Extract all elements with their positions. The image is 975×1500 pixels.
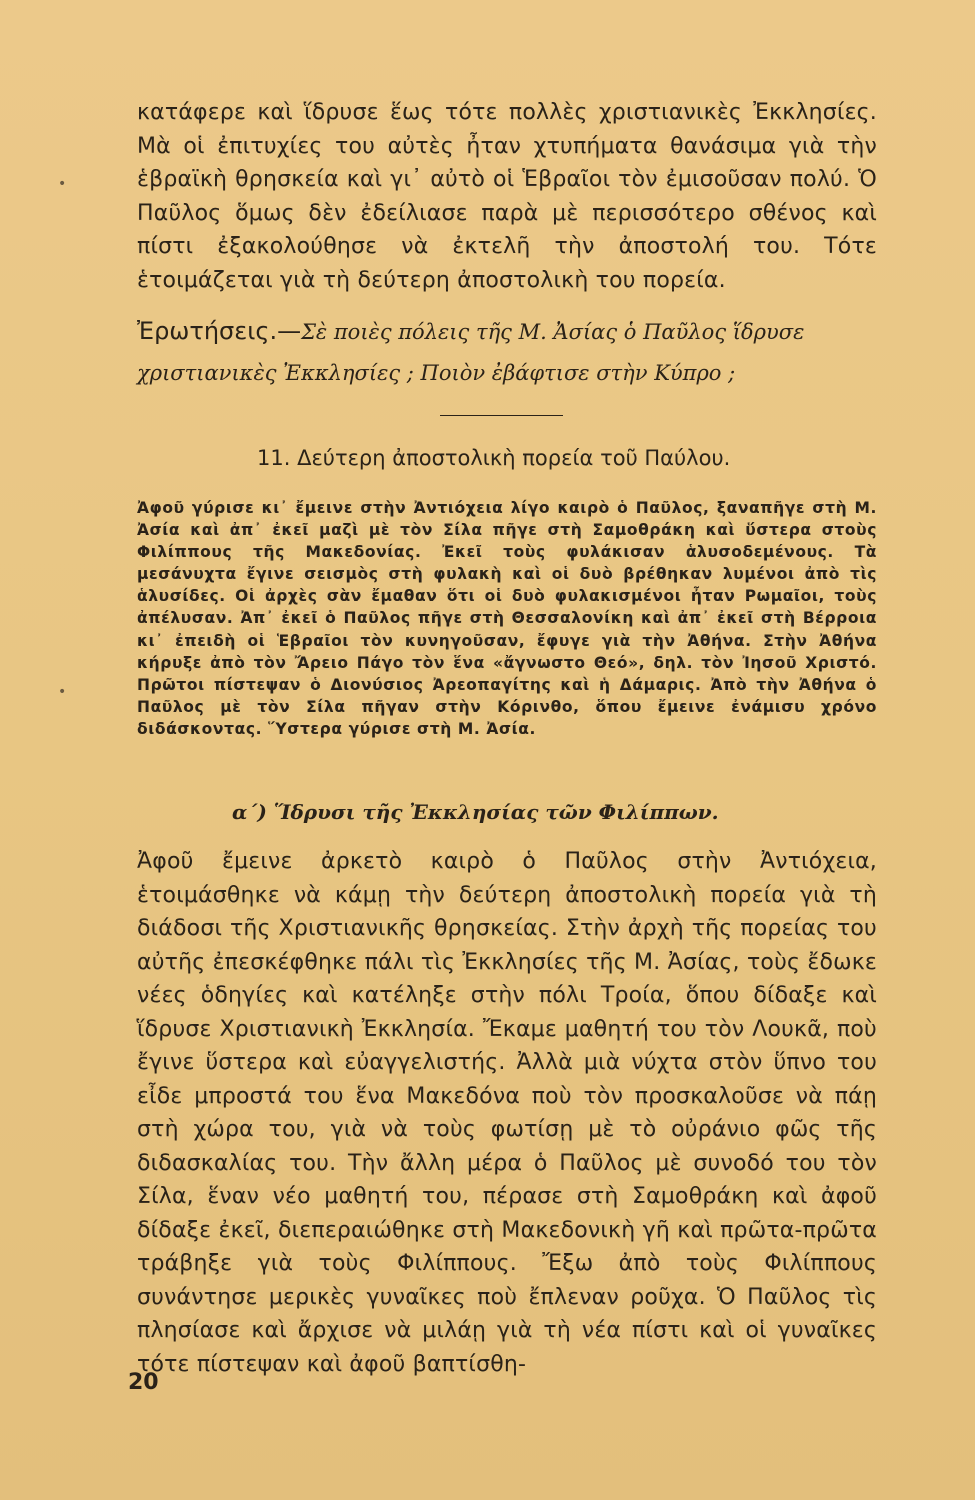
scan-speck: • [58, 684, 67, 700]
page-number: 20 [128, 1370, 159, 1395]
section-divider [440, 415, 563, 416]
review-questions [137, 311, 877, 393]
sub-heading: α΄) Ἵδρυσι τῆς Ἐκκλησίας τῶν Φιλίππων. [232, 800, 719, 824]
intro-paragraph: κατάφερε καὶ ἵδρυσε ἕως τότε πολλὲς χριστιανικὲς Ἐκκλησίες. Μὰ οἱ ἐπιτυχίες του αὐτὲς ἦταν χτυπήματα θανάσιμα γιὰ τὴν ἑβραϊκὴ θρησκεία καὶ γι᾽ αὐτὸ οἱ Ἑβραῖοι τὸν ἐμισοῦσαν πολύ. Ὁ Παῦλος ὅμως δὲν ἐδείλιασε παρὰ μὲ περισσότερο σθένος καὶ πίστι ἐξακολούθησε νὰ ἐκτελῆ τὴν ἀποστολή του. Τότε ἑτοιμάζεται γιὰ τὴ δεύτερη ἀποστολικὴ του πορεία. [137, 100, 877, 293]
questions-label: Ἐρωτήσεις.— [137, 317, 302, 345]
main-paragraph: Ἀφοῦ ἔμεινε ἀρκετὸ καιρὸ ὁ Παῦλος στὴν Ἀντιόχεια, ἑτοιμάσθηκε νὰ κάμῃ τὴν δεύτερη ἀποστολικὴ πορεία γιὰ τὴ διάδοσι τῆς Χριστιανικῆς θρησκείας. Στὴν ἀρχὴ τῆς πορείας του αὐτῆς ἐπεσκέφθηκε πάλι τὶς Ἐκκλησίες τῆς Μ. Ἀσίας, τοὺς ἔδωκε νέες ὁδηγίες καὶ κατέληξε στὴν πόλι Τροία, ὅπου δίδαξε καὶ ἵδρυσε Χριστιανικὴ Ἐκκλησία. Ἔκαμε μαθητή του τὸν Λουκᾶ, ποὺ ἔγινε ὕστερα καὶ εὐαγγελιστής. Ἀλλὰ μιὰ νύχτα στὸν ὕπνο του εἶδε μπροστά του ἕνα Μακεδόνα ποὺ τὸν προσκαλοῦσε νὰ πάῃ στὴ χώρα του, γιὰ νὰ τοὺς φωτίσῃ μὲ τὸ οὐράνιο φῶς τῆς διδασκαλίας του. Τὴν ἄλλη μέρα ὁ Παῦλος μὲ συνοδό του τὸν Σίλα, ἕναν νέο μαθητή του, πέρασε στὴ Σαμοθράκη καὶ ἀφοῦ δίδαξε ἐκεῖ, διεπεραιώθηκε στὴ Μακεδονικὴ γῆ καὶ πρῶτα-πρῶτα τράβηξε γιὰ τοὺς Φιλίππους. Ἔξω ἀπὸ τοὺς Φιλίππους συνάντησε μερικὲς γυναῖκες ποὺ ἔπλεναν ροῦχα. Ὁ Παῦλος τὶς πλησίασε καὶ ἄρχισε νὰ μιλάῃ γιὰ τὴ νέα πίστι καὶ οἱ γυναῖκες τότε πίστεψαν καὶ ἀφοῦ βαπτίσθη- [137, 849, 877, 1377]
section-title: 11. Δεύτερη ἀποστολικὴ πορεία τοῦ Παύλου. [257, 446, 731, 470]
scan-speck: • [58, 176, 67, 192]
questions-text: Σὲ ποιὲς πόλεις τῆς Μ. Ἀσίας ὁ Παῦλος ἵδρυσε χριστιανικὲς Ἐκκλησίες ; Ποιὸν ἐβάφτισε στὴν Κύπρο ; [137, 320, 805, 385]
section-summary: Ἀφοῦ γύρισε κι᾽ ἔμεινε στὴν Ἀντιόχεια λίγο καιρὸ ὁ Παῦλος, ξαναπῆγε στὴ Μ. Ἀσία καὶ ἀπ᾽ ἐκεῖ μαζὶ μὲ τὸν Σίλα πῆγε στὴ Σαμοθράκη καὶ ὕστερα στοὺς Φιλίππους τῆς Μακεδονίας. Ἐκεῖ τοὺς φυλάκισαν ἁλυσοδεμένους. Τὰ μεσάνυχτα ἔγινε σεισμὸς στὴ φυλακὴ καὶ οἱ δυὸ βρέθηκαν λυμένοι ἀπὸ τὶς ἁλυσίδες. Οἱ ἀρχὲς σὰν ἔμαθαν ὅτι οἱ δυὸ φυλακισμένοι ἦταν Ρωμαῖοι, τοὺς ἀπέλυσαν. Ἀπ᾽ ἐκεῖ ὁ Παῦλος πῆγε στὴ Θεσσαλονίκη καὶ ἀπ᾽ ἐκεῖ στὴ Βέρροια κι᾽ ἐπειδὴ οἱ Ἑβραῖοι τὸν κυνηγοῦσαν, ἔφυγε γιὰ τὴν Ἀθήνα. Στὴν Ἀθήνα κήρυξε ἀπὸ τὸν Ἄρειο Πάγο τὸν ἕνα «ἄγνωστο Θεό», δηλ. τὸν Ἰησοῦ Χριστό. Πρῶτοι πίστεψαν ὁ Διονύσιος Ἀρεοπαγίτης καὶ ἡ Δάμαρις. Ἀπὸ τὴν Ἀθήνα ὁ Παῦλος μὲ τὸν Σίλα πῆγαν στὴν Κόρινθο, ὅπου ἔμεινε ἐνάμισυ χρόνο διδάσκοντας. Ὕστερα γύρισε στὴ Μ. Ἀσία. [137, 499, 877, 738]
